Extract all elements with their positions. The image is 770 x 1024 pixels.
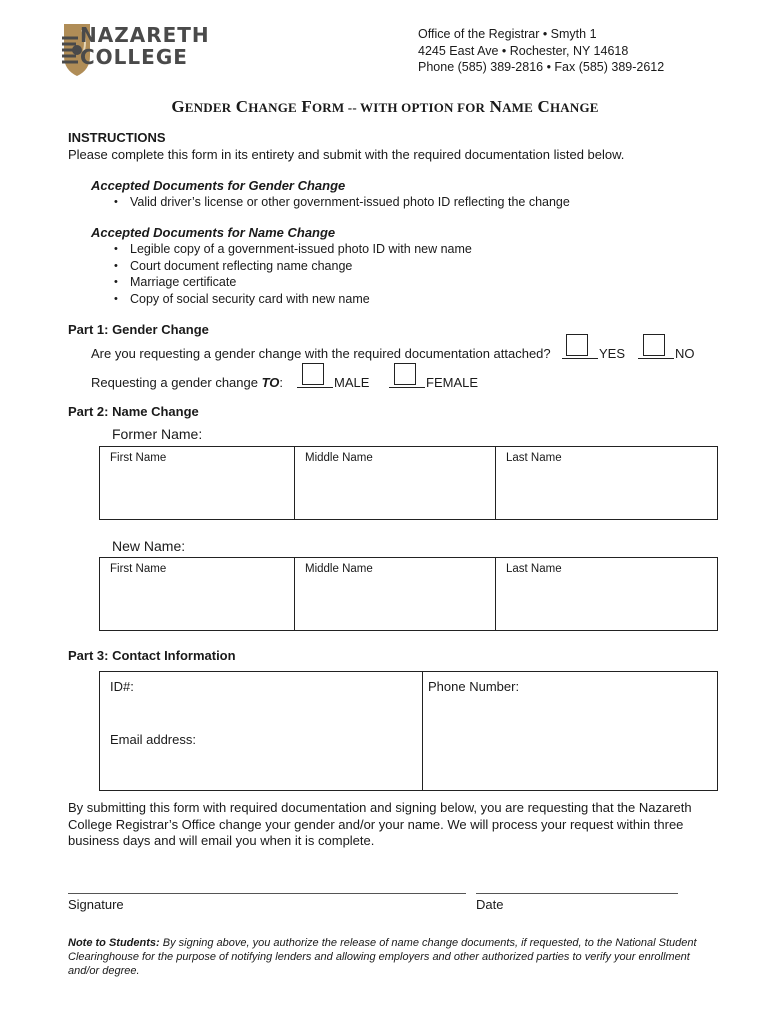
middle-name-label: Middle Name (305, 563, 373, 575)
note-text: By signing above, you authorize the release of name change documents, if requested, to the National Student Clearinghouse for the purpose of notifying lenders and allowing employers and other authorized parties to verify your enrollment and/or degree. (68, 937, 697, 977)
phone-cell[interactable] (423, 672, 718, 791)
address-line3: Phone (585) 389-2816 • Fax (585) 389-2612 (418, 60, 665, 74)
part1-heading: Part 1: Gender Change (68, 322, 209, 337)
title-f: F (301, 97, 312, 116)
title-hange2: HANGE (549, 100, 599, 115)
female-underline (389, 387, 425, 388)
title-n: N (489, 97, 503, 116)
email-label: Email address: (110, 732, 196, 747)
former-last-name-cell[interactable] (496, 447, 718, 520)
former-first-name-cell[interactable] (100, 447, 295, 520)
name-docs-list (91, 241, 472, 307)
male-checkbox[interactable] (302, 363, 324, 385)
form-title (0, 97, 770, 117)
list-item: • Court document reflecting name change (91, 258, 472, 275)
logo-wordmark (80, 24, 210, 68)
last-name-label: Last Name (506, 452, 562, 464)
first-name-label: First Name (110, 563, 167, 575)
instructions-text: Please complete this form in its entirety and submit with the required documentation listed below. (68, 147, 625, 162)
former-middle-name-cell[interactable] (295, 447, 496, 520)
list-item: • Valid driver’s license or other government-issued photo ID reflecting the change (91, 194, 570, 211)
male-underline (297, 387, 333, 388)
logo-line1: NAZARETH (80, 23, 210, 47)
contact-left-cell[interactable] (100, 672, 423, 791)
former-name-label: Former Name: (112, 426, 203, 442)
yes-underline (562, 358, 598, 359)
male-label: MALE (334, 375, 370, 390)
new-name-table (99, 557, 718, 631)
new-last-name-cell[interactable] (496, 558, 718, 631)
part3-heading: Part 3: Contact Information (68, 648, 236, 663)
address-line1: Office of the Registrar • Smyth 1 (418, 27, 597, 41)
registrar-address (418, 26, 664, 76)
gender-to-word: TO (261, 375, 280, 390)
yes-label: YES (599, 346, 626, 361)
title-orm: ORM -- WITH OPTION FOR (311, 100, 486, 115)
female-label: FEMALE (426, 375, 479, 390)
signature-line[interactable] (68, 893, 466, 894)
list-item: • Marriage certificate (91, 274, 472, 291)
gender-to-prefix: Requesting a gender change (91, 375, 258, 390)
middle-name-label: Middle Name (305, 452, 373, 464)
no-checkbox[interactable] (643, 334, 665, 356)
former-name-table (99, 446, 718, 520)
list-item: • Legible copy of a government-issued photo ID with new name (91, 241, 472, 258)
name-docs-heading: Accepted Documents for Name Change (91, 225, 336, 240)
signature-label: Signature (68, 897, 124, 912)
address-line2: 4245 East Ave • Rochester, NY 14618 (418, 43, 629, 58)
new-first-name-cell[interactable] (100, 558, 295, 631)
gender-to-label (91, 375, 283, 390)
no-label: NO (675, 346, 695, 361)
note-to-students (68, 936, 708, 978)
date-label: Date (476, 897, 504, 912)
last-name-label: Last Name (506, 563, 562, 575)
first-name-label: First Name (110, 452, 167, 464)
female-checkbox[interactable] (394, 363, 416, 385)
title-c: C (235, 97, 249, 116)
gender-to-colon: : (279, 375, 284, 390)
title-c2: C (537, 97, 550, 116)
phone-label: Phone Number: (428, 679, 520, 694)
list-item: • Copy of social security card with new name (91, 291, 472, 308)
title-ame: AME (502, 100, 534, 115)
logo-line2: COLLEGE (80, 45, 188, 69)
new-name-label: New Name: (112, 538, 186, 554)
new-middle-name-cell[interactable] (295, 558, 496, 631)
gender-change-question: Are you requesting a gender change with the required documentation attached? (91, 346, 551, 361)
part2-heading: Part 2: Name Change (68, 404, 199, 419)
title-g: G (171, 97, 185, 116)
consent-text: By submitting this form with required documentation and signing below, you are requesting that the Nazareth College Registrar’s Office change your gender and/or your name. We will process your request within three business days and will email you when it is complete. (68, 800, 692, 848)
id-label: ID#: (110, 679, 134, 694)
instructions-heading: INSTRUCTIONS (68, 130, 166, 145)
gender-docs-list (91, 194, 570, 211)
yes-checkbox[interactable] (566, 334, 588, 356)
no-underline (638, 358, 674, 359)
title-ender: ENDER (184, 100, 232, 115)
note-label: Note to Students: (68, 937, 160, 949)
contact-table (99, 671, 718, 791)
title-hange: HANGE (248, 100, 297, 115)
date-line[interactable] (476, 893, 678, 894)
gender-docs-heading: Accepted Documents for Gender Change (91, 178, 346, 193)
